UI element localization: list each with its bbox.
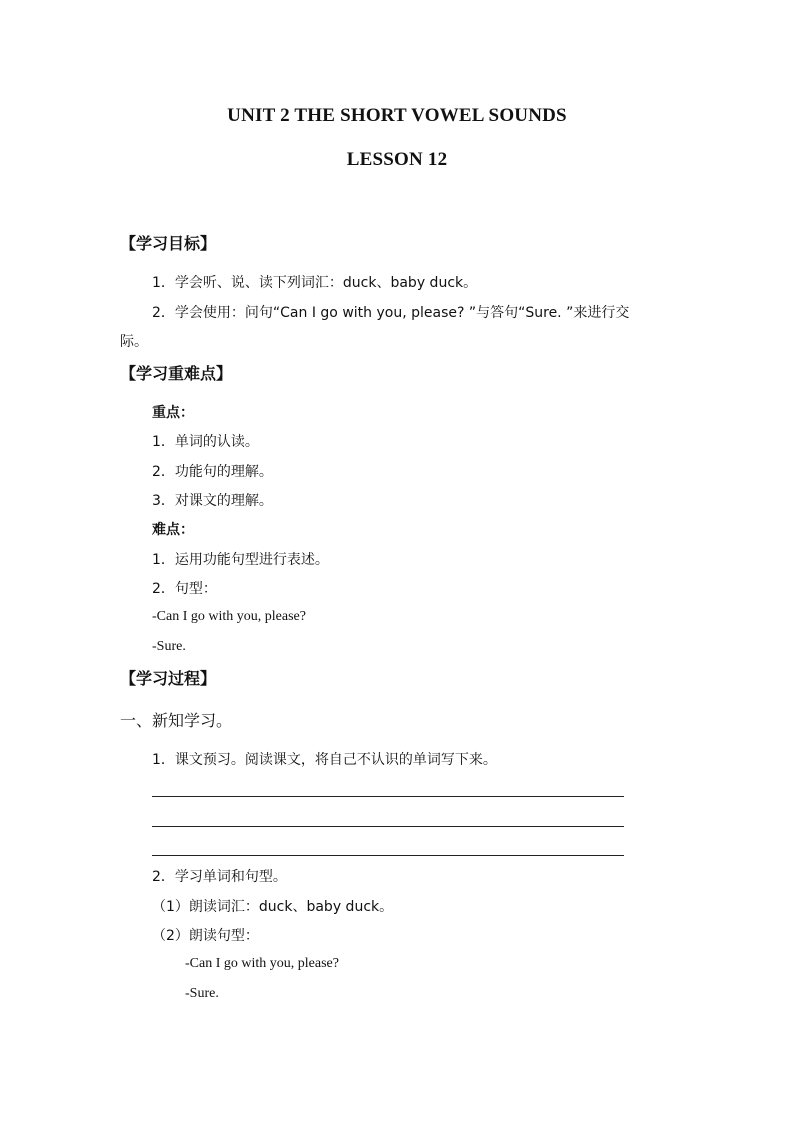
- process-heading: 【学习过程】: [120, 669, 217, 688]
- difficulty-label: 难点：: [152, 522, 194, 538]
- focus-label: 重点：: [152, 405, 194, 421]
- focus-item: 3．对课文的理解。: [152, 493, 273, 509]
- step-two-sub-sentences: （2）朗读句型：: [152, 928, 259, 944]
- difficulty-sentence: -Can I go with you, please?: [152, 609, 306, 624]
- objective-item-continuation: 际。: [120, 334, 148, 350]
- lesson-subtitle: LESSON 12: [346, 149, 448, 170]
- step-two-sub-vocabulary: （1）朗读词汇：duck、baby duck。: [152, 899, 394, 915]
- difficulty-item: 1．运用功能句型进行表述。: [152, 552, 329, 568]
- page-title: UNIT 2 THE SHORT VOWEL SOUNDS: [227, 105, 567, 126]
- objectives-heading: 【学习目标】: [120, 234, 217, 253]
- part-one-heading: 一、新知学习。: [120, 711, 233, 730]
- step-two: 2．学习单词和句型。: [152, 869, 287, 885]
- answer-line[interactable]: [152, 855, 624, 856]
- objective-item: 2．学会使用：问句“Can I go with you, please? ”与答句“Sure. ”来进行交: [152, 305, 630, 321]
- difficulty-sentence: -Sure.: [152, 639, 186, 654]
- objective-item: 1．学会听、说、读下列词汇：duck、baby duck。: [152, 275, 478, 291]
- key-points-heading: 【学习重难点】: [120, 364, 233, 383]
- focus-item: 2．功能句的理解。: [152, 464, 273, 480]
- difficulty-item: 2．句型：: [152, 581, 217, 597]
- dialog-line: -Can I go with you, please?: [185, 956, 339, 971]
- answer-line[interactable]: [152, 826, 624, 827]
- answer-line[interactable]: [152, 796, 624, 797]
- step-one: 1．课文预习。阅读课文，将自己不认识的单词写下来。: [152, 752, 497, 768]
- focus-item: 1．单词的认读。: [152, 434, 259, 450]
- dialog-line: -Sure.: [185, 986, 219, 1001]
